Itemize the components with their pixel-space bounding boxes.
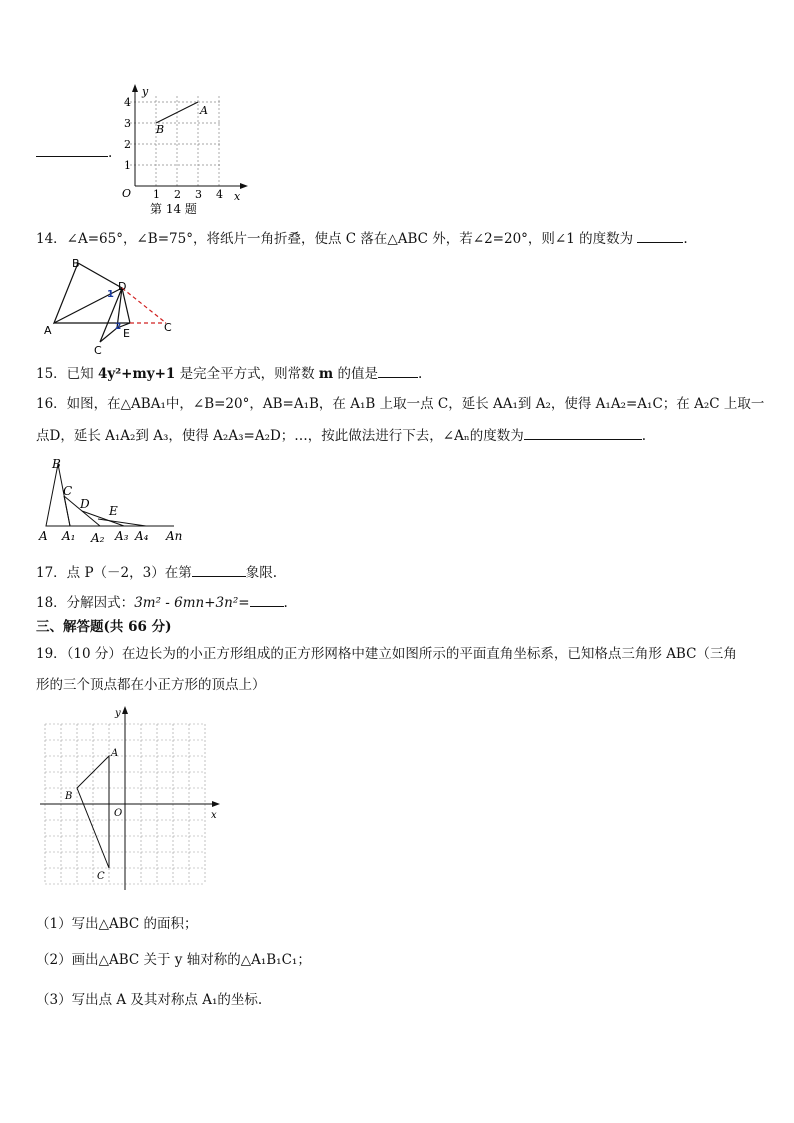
label-c: C <box>97 871 105 882</box>
q19-line-2: 形的三个顶点都在小正方形的顶点上） <box>36 677 266 693</box>
label-d: D <box>118 280 127 293</box>
point-a-label: A <box>200 104 208 117</box>
q19-line-1: 19．（10 分）在边长为的小正方形组成的正方形网格中建立如图所示的平面直角坐标系，已知格点三角形 ABC（三角 <box>36 646 737 662</box>
q18-text: 18．分解因式：3m² - 6mn+3n²= . <box>36 592 288 613</box>
label-a: A <box>39 529 48 543</box>
q19-sub-3: （3）写出点 A 及其对称点 A₁的坐标. <box>36 992 263 1008</box>
figure-caption: 第 14 题 <box>150 202 197 216</box>
y-tick: 3 <box>124 117 131 130</box>
section-title: 三、解答题(共 66 分) <box>36 619 172 635</box>
label-d: D <box>80 497 90 511</box>
q14-fold-figure <box>40 256 180 356</box>
label-b: B <box>65 791 73 802</box>
label-c: C <box>63 484 73 498</box>
x-tick: 3 <box>195 188 202 201</box>
y-axis-label: y <box>142 85 149 98</box>
angle-2-label: 2 <box>115 322 122 332</box>
x-axis-label: x <box>234 190 241 203</box>
angle-1-label: 1 <box>107 289 114 300</box>
origin-label: O <box>114 808 123 819</box>
answer-blank <box>524 425 642 440</box>
label-a3: A₃ <box>115 529 129 543</box>
label-e: E <box>109 504 118 518</box>
x-tick: 1 <box>153 188 160 201</box>
q19-sub-2: （2）画出△ABC 关于 y 轴对称的△A₁B₁C₁； <box>36 952 311 968</box>
y-tick: 4 <box>124 96 131 109</box>
q16-line-1: 16．如图，在△ABA₁中，∠B=20°，AB=A₁B，在 A₁B 上取一点 C，延长 AA₁到 A₂，使得 A₁A₂=A₁C；在 A₂C 上取一 <box>36 396 765 412</box>
y-axis-label: y <box>115 708 121 719</box>
q15-text: 15．已知 4y²+my+1 是完全平方式，则常数 m 的值是 . <box>36 363 422 384</box>
label-a1: A₁ <box>62 529 76 543</box>
label-an: An <box>166 529 183 543</box>
q13-answer-line: . <box>36 142 112 163</box>
label-b: B <box>72 257 80 270</box>
q16-line-2: 点D，延长 A₁A₂到 A₃，使得 A₂A₃=A₂D；…，按此做法进行下去，∠Aₙ的度数为 . <box>36 425 646 446</box>
x-tick: 2 <box>174 188 181 201</box>
q19-sub-1: （1）写出△ABC 的面积； <box>36 916 198 932</box>
point-b-label: B <box>156 123 165 136</box>
label-b: B <box>52 457 61 471</box>
q16-triangle-chain-figure <box>36 454 186 546</box>
q17-text: 17．点 P（－2，3）在第 象限. <box>36 562 277 583</box>
answer-blank <box>250 592 284 607</box>
label-a2: A₂ <box>91 531 105 545</box>
label-c: C <box>94 344 102 356</box>
y-tick: 2 <box>124 138 131 151</box>
answer-blank <box>637 228 683 243</box>
answer-blank <box>378 363 418 378</box>
y-tick: 1 <box>124 159 131 172</box>
q13-coordinate-figure <box>112 82 252 217</box>
q14-text: 14．∠A=65°，∠B=75°，将纸片一角折叠，使点 C 落在△ABC 外，若∠2=20°，则∠1 的度数为 . <box>36 228 688 249</box>
q19-grid-figure <box>38 704 228 894</box>
label-a: A <box>44 324 52 337</box>
answer-blank <box>36 142 108 157</box>
label-e: E <box>123 327 130 340</box>
x-axis-label: x <box>211 810 217 821</box>
label-a4: A₄ <box>135 529 149 543</box>
answer-blank <box>192 562 246 577</box>
label-c-folded: C <box>164 321 172 334</box>
label-a: A <box>111 748 119 759</box>
x-tick: 4 <box>216 188 223 201</box>
origin-label: O <box>122 187 132 200</box>
